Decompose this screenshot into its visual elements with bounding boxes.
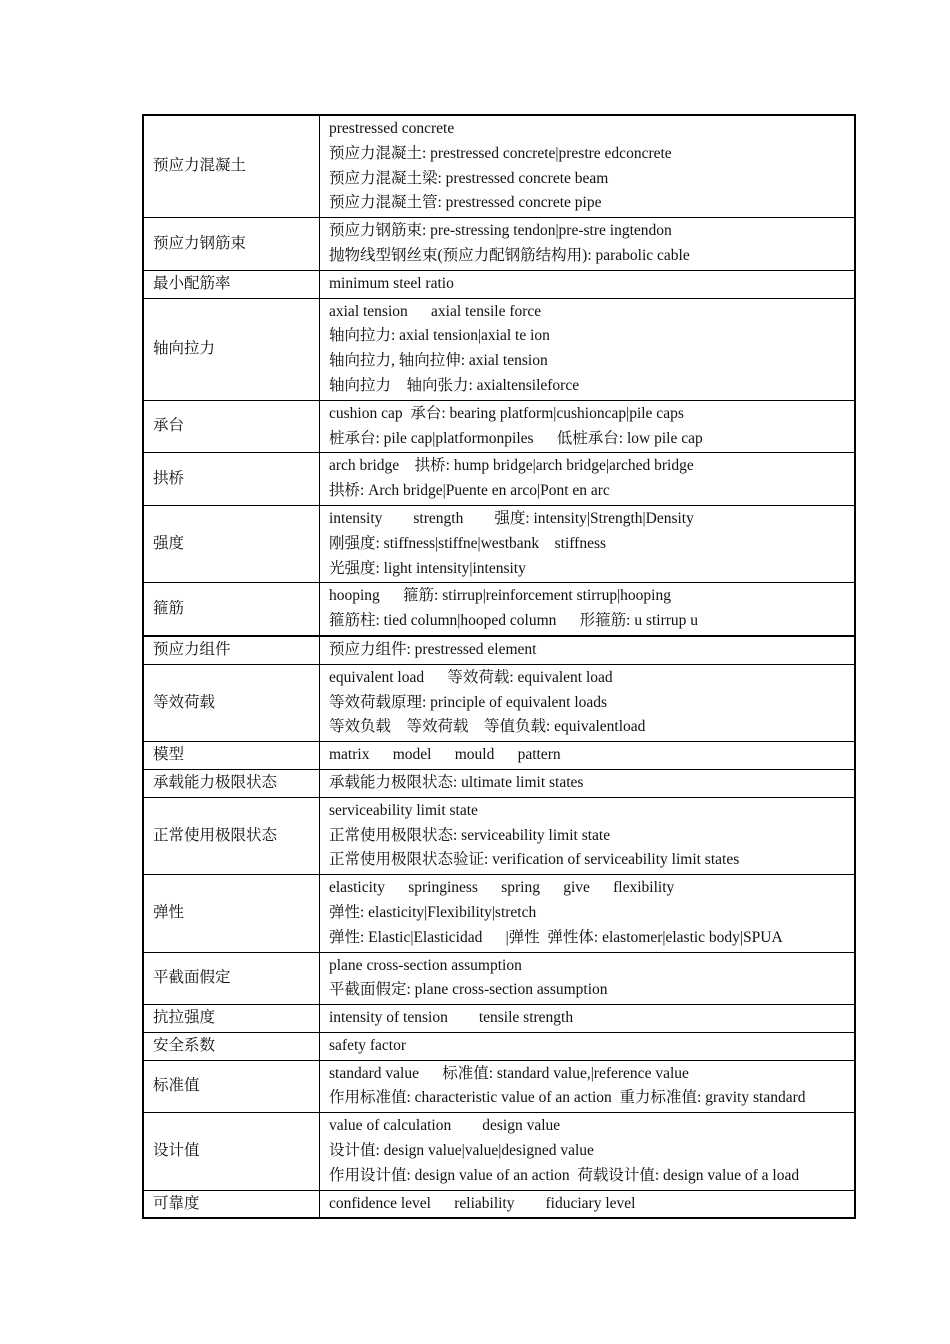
term-cell: 标准值 (143, 1060, 320, 1113)
definition-cell (320, 115, 856, 218)
glossary-row (143, 218, 855, 271)
definition-line: 弹性: elasticity|Flexibility|stretch (329, 903, 537, 921)
definition-cell (320, 270, 856, 298)
definition-cell (320, 1060, 856, 1113)
glossary-row (143, 797, 855, 874)
definition-line: standard value 标准值: standard value,|reference value (329, 1064, 689, 1082)
term-cell: 轴向拉力 (143, 298, 320, 400)
definition-line: 弹性: Elastic|Elasticidad |弹性 弹性体: elastomer|elastic body|SPUA (329, 928, 783, 946)
definition-cell (320, 742, 856, 770)
term-cell: 平截面假定 (143, 952, 320, 1005)
definition-cell (320, 218, 856, 271)
definition-line: 抛物线型钢丝束(预应力配钢筋结构用): parabolic cable (329, 246, 690, 264)
term-cell: 承台 (143, 400, 320, 453)
glossary-row (143, 1190, 855, 1218)
term-cell: 可靠度 (143, 1190, 320, 1218)
definition-line: 作用设计值: design value of an action 荷载设计值: design value of a load (329, 1166, 800, 1184)
definition-cell (320, 400, 856, 453)
definition-line: safety factor (329, 1036, 407, 1054)
glossary-row (143, 1060, 855, 1113)
definition-line: 正常使用极限状态: serviceability limit state (329, 826, 611, 844)
glossary-row (143, 1032, 855, 1060)
term-cell: 最小配筋率 (143, 270, 320, 298)
glossary-row (143, 664, 855, 741)
definition-line: 预应力混凝土: prestressed concrete|prestre edconcrete (329, 144, 672, 162)
glossary-row (143, 583, 855, 636)
definition-line: prestressed concrete (329, 120, 455, 137)
term-cell: 抗拉强度 (143, 1005, 320, 1033)
term-cell: 拱桥 (143, 453, 320, 506)
definition-line: 箍筋柱: tied column|hooped column 形箍筋: u stirrup u (329, 612, 699, 630)
definition-cell (320, 875, 856, 952)
definition-line: 正常使用极限状态验证: verification of serviceability limit states (329, 851, 740, 869)
definition-line: 轴向拉力 轴向张力: axialtensileforce (329, 376, 580, 394)
definition-line: 轴向拉力: axial tension|axial te ion (329, 327, 550, 345)
definition-cell (320, 664, 856, 741)
definition-cell (320, 583, 856, 636)
definition-cell (320, 453, 856, 506)
definition-line: hooping 箍筋: stirrup|reinforcement stirrup|hooping (329, 587, 671, 605)
definition-line: 预应力混凝土梁: prestressed concrete beam (329, 169, 609, 187)
glossary-row (143, 400, 855, 453)
glossary-row (143, 769, 855, 797)
definition-line: plane cross-section assumption (329, 956, 522, 974)
term-cell: 强度 (143, 505, 320, 582)
definition-cell (320, 797, 856, 874)
term-cell: 安全系数 (143, 1032, 320, 1060)
term-cell: 模型 (143, 742, 320, 770)
glossary-body (143, 115, 855, 1218)
definition-line: 预应力混凝土管: prestressed concrete pipe (329, 194, 602, 212)
definition-line: axial tension axial tensile force (329, 302, 542, 320)
glossary-row (143, 1113, 855, 1190)
definition-line: 轴向拉力, 轴向拉伸: axial tension (329, 352, 548, 370)
term-cell: 正常使用极限状态 (143, 797, 320, 874)
definition-line: arch bridge 拱桥: hump bridge|arch bridge|arched bridge (329, 457, 694, 475)
definition-cell (320, 952, 856, 1005)
term-cell: 承载能力极限状态 (143, 769, 320, 797)
definition-line: 桩承台: pile cap|platformonpiles 低桩承台: low pile cap (329, 429, 703, 447)
term-cell: 预应力组件 (143, 636, 320, 664)
glossary-row (143, 298, 855, 400)
definition-line: matrix model mould pattern (329, 746, 561, 764)
definition-line: 等效荷载原理: principle of equivalent loads (329, 693, 608, 711)
definition-cell (320, 1032, 856, 1060)
term-cell: 预应力混凝土 (143, 115, 320, 218)
definition-cell (320, 1190, 856, 1218)
definition-cell (320, 1005, 856, 1033)
glossary-row (143, 505, 855, 582)
glossary-row (143, 453, 855, 506)
definition-line: elasticity springiness spring give flexibility (329, 879, 675, 897)
definition-line: serviceability limit state (329, 801, 478, 819)
definition-line: equivalent load 等效荷载: equivalent load (329, 668, 613, 686)
definition-line: 平截面假定: plane cross-section assumption (329, 981, 608, 999)
definition-cell (320, 1113, 856, 1190)
glossary-table (142, 114, 856, 1219)
glossary-row (143, 1005, 855, 1033)
definition-line: 预应力组件: prestressed element (329, 640, 537, 658)
definition-line: 作用标准值: characteristic value of an action 重力标准值: gravity standard (329, 1089, 806, 1107)
definition-line: 预应力钢筋束: pre-stressing tendon|pre-stre ingtendon (329, 222, 672, 240)
term-cell: 箍筋 (143, 583, 320, 636)
term-cell: 预应力钢筋束 (143, 218, 320, 271)
definition-cell (320, 636, 856, 664)
definition-cell (320, 505, 856, 582)
term-cell: 设计值 (143, 1113, 320, 1190)
definition-line: 设计值: design value|value|designed value (329, 1142, 594, 1160)
glossary-row (143, 115, 855, 218)
definition-line: 拱桥: Arch bridge|Puente en arco|Pont en arc (329, 482, 610, 500)
definition-line: intensity of tension tensile strength (329, 1009, 574, 1027)
definition-cell (320, 769, 856, 797)
definition-line: value of calculation design value (329, 1117, 561, 1135)
definition-line: 刚强度: stiffness|stiffne|westbank stiffness (329, 534, 607, 552)
definition-line: cushion cap 承台: bearing platform|cushioncap|pile caps (329, 404, 684, 422)
glossary-row (143, 742, 855, 770)
definition-line: 承载能力极限状态: ultimate limit states (329, 773, 584, 791)
glossary-row (143, 952, 855, 1005)
definition-line: 光强度: light intensity|intensity (329, 559, 526, 577)
definition-line: intensity strength 强度: intensity|Strength|Density (329, 509, 694, 527)
glossary-row (143, 875, 855, 952)
glossary-row (143, 270, 855, 298)
definition-line: 等效负载 等效荷载 等值负载: equivalentload (329, 718, 646, 736)
glossary-row (143, 636, 855, 664)
definition-line: confidence level reliability fiduciary level (329, 1194, 636, 1212)
term-cell: 等效荷载 (143, 664, 320, 741)
definition-line: minimum steel ratio (329, 274, 454, 292)
definition-cell (320, 298, 856, 400)
term-cell: 弹性 (143, 875, 320, 952)
